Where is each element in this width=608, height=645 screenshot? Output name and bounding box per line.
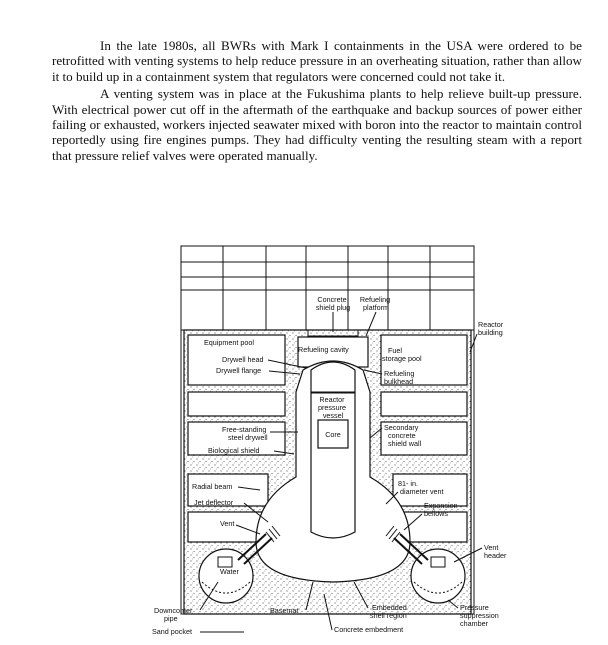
label-refueling-platform: Refueling platform	[359, 295, 391, 312]
label-refueling-bulkhead: Refueling bulkhead	[384, 369, 415, 386]
label-81-in-diameter-vent: 81- in. diameter vent	[398, 479, 444, 496]
label-sand-pocket: Sand pocket	[152, 627, 192, 636]
label-vent-header: Vent header	[484, 543, 507, 560]
label-fuel-storage-pool: Fuel storage pool	[382, 346, 422, 363]
label-reactor-pressure-vessel: Reactor pressure vessel	[318, 395, 346, 420]
label-jet-deflector: Jet deflector	[194, 498, 234, 507]
label-reactor-building: Reactor building	[478, 320, 504, 337]
bwr-mark-i-containment-diagram	[148, 242, 608, 640]
label-free-standing-steel-drywell: Free-standing steel drywell	[222, 425, 268, 442]
label-refueling-cavity: Refueling cavity	[298, 345, 349, 354]
label-basemat: Basemat	[270, 606, 299, 615]
label-water: Water	[220, 567, 239, 576]
label-concrete-embedment: Concrete embedment	[334, 625, 404, 634]
label-core: Core	[325, 430, 341, 439]
label-embedded-shell-region: Embedded shell region	[370, 603, 407, 620]
paragraph-1: In the late 1980s, all BWRs with Mark I containments in the USA were ordered to be retrofitted with venting systems to help reduce pressure in an overheating situation, rather than allow it to build up in a containment system that regulators were concerned could not take it.	[52, 38, 582, 84]
paragraph-2: A venting system was in place at the Fukushima plants to help relieve built-up pressure. With electrical power cut off in the aftermath of the earthquake and backup sources of power either failing or exhausted, workers injected seawater mixed with boron into the reactor to maintain control reportedly using fire engines pumps. They had difficulty venting the resulting steam with a report that pressure relief valves were operated manually.	[52, 86, 582, 163]
body-text	[52, 38, 582, 165]
label-secondary-concrete-shield-wall: Secondary concrete shield wall	[384, 423, 422, 448]
label-drywell-flange: Drywell flange	[216, 366, 262, 375]
label-vent: Vent	[220, 519, 235, 528]
label-downcomer-pipe: Downcomer pipe	[154, 606, 193, 623]
label-biological-shield: Biological shield	[208, 446, 260, 455]
label-pressure-suppression-chamber: Pressure suppression chamber	[460, 603, 499, 628]
label-drywell-head: Drywell head	[222, 355, 264, 364]
label-expansion-bellows: Expansion bellows	[424, 501, 458, 518]
reactor-pressure-vessel	[311, 362, 355, 538]
label-radial-beam: Radial beam	[192, 482, 233, 491]
label-equipment-pool: Equipment pool	[204, 338, 254, 347]
label-concrete-shield-plug: Concrete shield plug	[315, 295, 351, 312]
